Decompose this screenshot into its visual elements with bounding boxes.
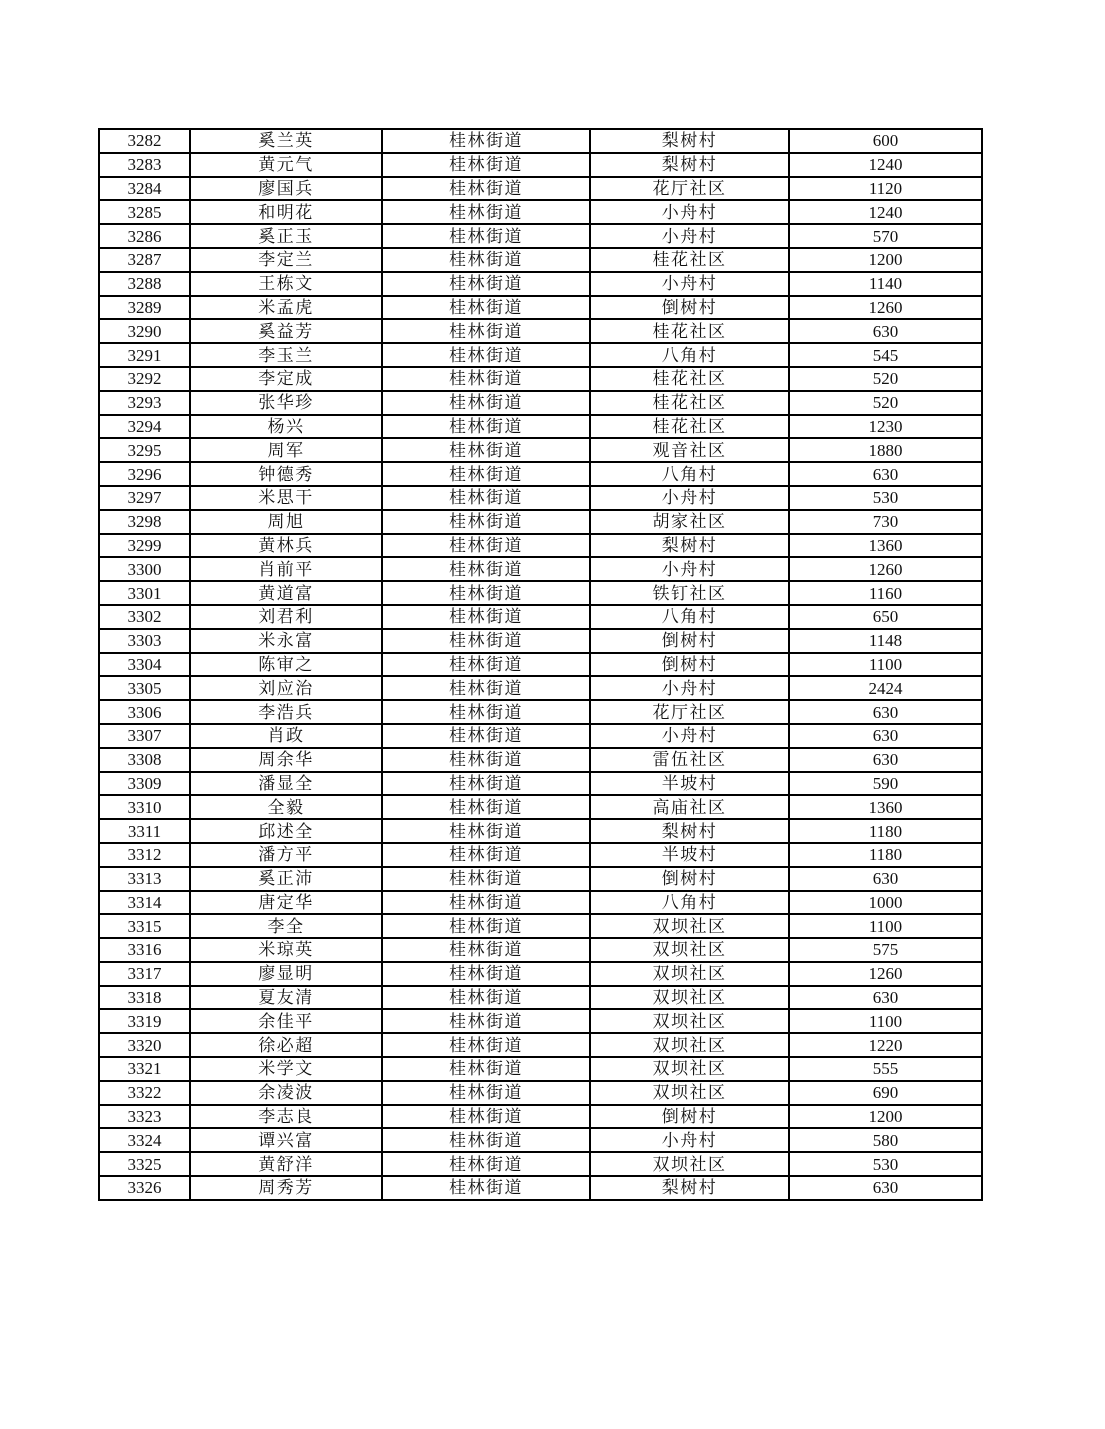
table-row — [99, 891, 982, 915]
cell-person-name: 米学文 — [190, 1057, 382, 1081]
cell-amount: 1200 — [789, 1105, 982, 1129]
cell-person-name: 米琼英 — [190, 938, 382, 962]
cell-village: 双坝社区 — [590, 1152, 789, 1176]
cell-serial-number: 3316 — [99, 938, 190, 962]
cell-person-name: 黄舒洋 — [190, 1152, 382, 1176]
cell-person-name: 肖前平 — [190, 557, 382, 581]
cell-street: 桂林街道 — [382, 700, 590, 724]
cell-amount: 520 — [789, 391, 982, 415]
cell-street: 桂林街道 — [382, 605, 590, 629]
cell-serial-number: 3309 — [99, 772, 190, 796]
cell-person-name: 王栋文 — [190, 272, 382, 296]
cell-person-name: 周秀芳 — [190, 1176, 382, 1200]
table-row — [99, 224, 982, 248]
cell-village: 小舟村 — [590, 557, 789, 581]
cell-street: 桂林街道 — [382, 772, 590, 796]
cell-village: 雷伍社区 — [590, 748, 789, 772]
table-row — [99, 296, 982, 320]
table-row — [99, 1057, 982, 1081]
cell-serial-number: 3303 — [99, 629, 190, 653]
cell-village: 桂花社区 — [590, 415, 789, 439]
cell-village: 八角村 — [590, 891, 789, 915]
cell-village: 梨树村 — [590, 153, 789, 177]
cell-amount: 1880 — [789, 438, 982, 462]
cell-street: 桂林街道 — [382, 724, 590, 748]
cell-serial-number: 3307 — [99, 724, 190, 748]
cell-street: 桂林街道 — [382, 415, 590, 439]
cell-village: 高庙社区 — [590, 795, 789, 819]
cell-person-name: 李志良 — [190, 1105, 382, 1129]
cell-amount: 630 — [789, 462, 982, 486]
cell-serial-number: 3306 — [99, 700, 190, 724]
table-row — [99, 581, 982, 605]
cell-serial-number: 3302 — [99, 605, 190, 629]
cell-person-name: 夏友清 — [190, 986, 382, 1010]
table-row — [99, 914, 982, 938]
cell-serial-number: 3323 — [99, 1105, 190, 1129]
cell-serial-number: 3317 — [99, 962, 190, 986]
cell-village: 小舟村 — [590, 486, 789, 510]
cell-street: 桂林街道 — [382, 510, 590, 534]
cell-amount: 580 — [789, 1128, 982, 1152]
table-row — [99, 557, 982, 581]
cell-amount: 630 — [789, 700, 982, 724]
cell-serial-number: 3320 — [99, 1033, 190, 1057]
cell-amount: 1360 — [789, 795, 982, 819]
cell-village: 花厅社区 — [590, 177, 789, 201]
table-row — [99, 415, 982, 439]
cell-serial-number: 3299 — [99, 534, 190, 558]
table-row — [99, 748, 982, 772]
cell-person-name: 廖显明 — [190, 962, 382, 986]
table-row — [99, 676, 982, 700]
roster-table-body — [99, 129, 982, 1200]
cell-amount: 1260 — [789, 557, 982, 581]
cell-serial-number: 3322 — [99, 1081, 190, 1105]
cell-village: 双坝社区 — [590, 1081, 789, 1105]
cell-village: 双坝社区 — [590, 1057, 789, 1081]
table-row — [99, 486, 982, 510]
cell-village: 倒树村 — [590, 296, 789, 320]
cell-serial-number: 3315 — [99, 914, 190, 938]
cell-village: 桂花社区 — [590, 391, 789, 415]
cell-village: 梨树村 — [590, 534, 789, 558]
cell-serial-number: 3284 — [99, 177, 190, 201]
table-row — [99, 629, 982, 653]
cell-person-name: 肖政 — [190, 724, 382, 748]
cell-serial-number: 3292 — [99, 367, 190, 391]
cell-person-name: 潘方平 — [190, 843, 382, 867]
cell-amount: 1260 — [789, 962, 982, 986]
cell-street: 桂林街道 — [382, 296, 590, 320]
cell-village: 梨树村 — [590, 129, 789, 153]
cell-amount: 570 — [789, 224, 982, 248]
cell-serial-number: 3326 — [99, 1176, 190, 1200]
cell-street: 桂林街道 — [382, 986, 590, 1010]
cell-person-name: 杨兴 — [190, 415, 382, 439]
roster-table — [98, 128, 983, 1201]
table-row — [99, 153, 982, 177]
cell-person-name: 黄元气 — [190, 153, 382, 177]
cell-village: 双坝社区 — [590, 1009, 789, 1033]
cell-person-name: 奚正沛 — [190, 867, 382, 891]
cell-street: 桂林街道 — [382, 653, 590, 677]
cell-amount: 1100 — [789, 653, 982, 677]
cell-person-name: 徐必超 — [190, 1033, 382, 1057]
table-row — [99, 795, 982, 819]
cell-village: 倒树村 — [590, 867, 789, 891]
cell-street: 桂林街道 — [382, 843, 590, 867]
table-row — [99, 438, 982, 462]
cell-serial-number: 3287 — [99, 248, 190, 272]
cell-amount: 530 — [789, 1152, 982, 1176]
cell-serial-number: 3325 — [99, 1152, 190, 1176]
cell-person-name: 奚益芳 — [190, 319, 382, 343]
cell-serial-number: 3313 — [99, 867, 190, 891]
cell-amount: 1200 — [789, 248, 982, 272]
cell-village: 倒树村 — [590, 629, 789, 653]
cell-amount: 1360 — [789, 534, 982, 558]
cell-amount: 730 — [789, 510, 982, 534]
table-row — [99, 1128, 982, 1152]
cell-person-name: 邱述全 — [190, 819, 382, 843]
cell-street: 桂林街道 — [382, 819, 590, 843]
cell-village: 八角村 — [590, 462, 789, 486]
cell-village: 桂花社区 — [590, 367, 789, 391]
cell-street: 桂林街道 — [382, 629, 590, 653]
cell-amount: 630 — [789, 724, 982, 748]
cell-village: 双坝社区 — [590, 962, 789, 986]
cell-serial-number: 3296 — [99, 462, 190, 486]
cell-serial-number: 3300 — [99, 557, 190, 581]
cell-amount: 630 — [789, 748, 982, 772]
cell-person-name: 潘显全 — [190, 772, 382, 796]
table-row — [99, 200, 982, 224]
cell-serial-number: 3298 — [99, 510, 190, 534]
cell-amount: 1100 — [789, 1009, 982, 1033]
cell-serial-number: 3288 — [99, 272, 190, 296]
cell-person-name: 谭兴富 — [190, 1128, 382, 1152]
cell-person-name: 黄林兵 — [190, 534, 382, 558]
cell-amount: 600 — [789, 129, 982, 153]
cell-serial-number: 3286 — [99, 224, 190, 248]
cell-street: 桂林街道 — [382, 391, 590, 415]
cell-amount: 1260 — [789, 296, 982, 320]
cell-person-name: 唐定华 — [190, 891, 382, 915]
cell-street: 桂林街道 — [382, 1009, 590, 1033]
cell-serial-number: 3297 — [99, 486, 190, 510]
cell-amount: 630 — [789, 986, 982, 1010]
cell-amount: 630 — [789, 867, 982, 891]
table-row — [99, 605, 982, 629]
cell-amount: 1180 — [789, 843, 982, 867]
cell-amount: 1180 — [789, 819, 982, 843]
table-row — [99, 772, 982, 796]
cell-serial-number: 3308 — [99, 748, 190, 772]
cell-street: 桂林街道 — [382, 557, 590, 581]
cell-person-name: 李玉兰 — [190, 343, 382, 367]
cell-person-name: 和明花 — [190, 200, 382, 224]
table-row — [99, 724, 982, 748]
cell-person-name: 周余华 — [190, 748, 382, 772]
cell-amount: 1240 — [789, 153, 982, 177]
cell-street: 桂林街道 — [382, 891, 590, 915]
cell-village: 半坡村 — [590, 772, 789, 796]
table-row — [99, 129, 982, 153]
cell-person-name: 周旭 — [190, 510, 382, 534]
cell-village: 双坝社区 — [590, 1033, 789, 1057]
table-row — [99, 1033, 982, 1057]
cell-amount: 1240 — [789, 200, 982, 224]
cell-street: 桂林街道 — [382, 581, 590, 605]
table-row — [99, 938, 982, 962]
cell-serial-number: 3290 — [99, 319, 190, 343]
cell-person-name: 余凌波 — [190, 1081, 382, 1105]
cell-serial-number: 3321 — [99, 1057, 190, 1081]
cell-serial-number: 3314 — [99, 891, 190, 915]
cell-village: 铁钉社区 — [590, 581, 789, 605]
cell-amount: 1100 — [789, 914, 982, 938]
cell-village: 梨树村 — [590, 1176, 789, 1200]
cell-street: 桂林街道 — [382, 462, 590, 486]
cell-serial-number: 3301 — [99, 581, 190, 605]
table-row — [99, 1176, 982, 1200]
cell-village: 小舟村 — [590, 272, 789, 296]
table-row — [99, 319, 982, 343]
table-row — [99, 510, 982, 534]
cell-village: 观音社区 — [590, 438, 789, 462]
cell-street: 桂林街道 — [382, 1081, 590, 1105]
cell-street: 桂林街道 — [382, 1105, 590, 1129]
table-row — [99, 700, 982, 724]
cell-amount: 530 — [789, 486, 982, 510]
cell-village: 倒树村 — [590, 653, 789, 677]
cell-person-name: 全毅 — [190, 795, 382, 819]
cell-serial-number: 3319 — [99, 1009, 190, 1033]
cell-person-name: 张华珍 — [190, 391, 382, 415]
cell-street: 桂林街道 — [382, 1033, 590, 1057]
table-row — [99, 867, 982, 891]
cell-village: 梨树村 — [590, 819, 789, 843]
cell-amount: 650 — [789, 605, 982, 629]
cell-street: 桂林街道 — [382, 438, 590, 462]
cell-village: 八角村 — [590, 343, 789, 367]
table-row — [99, 1081, 982, 1105]
table-row — [99, 534, 982, 558]
cell-village: 桂花社区 — [590, 319, 789, 343]
cell-street: 桂林街道 — [382, 1057, 590, 1081]
cell-amount: 1220 — [789, 1033, 982, 1057]
cell-serial-number: 3293 — [99, 391, 190, 415]
cell-village: 倒树村 — [590, 1105, 789, 1129]
cell-street: 桂林街道 — [382, 224, 590, 248]
cell-street: 桂林街道 — [382, 272, 590, 296]
cell-amount: 555 — [789, 1057, 982, 1081]
cell-street: 桂林街道 — [382, 938, 590, 962]
cell-amount: 1160 — [789, 581, 982, 605]
cell-person-name: 刘应治 — [190, 676, 382, 700]
cell-serial-number: 3318 — [99, 986, 190, 1010]
cell-amount: 1148 — [789, 629, 982, 653]
cell-person-name: 李定兰 — [190, 248, 382, 272]
cell-amount: 690 — [789, 1081, 982, 1105]
cell-amount: 1140 — [789, 272, 982, 296]
table-row — [99, 843, 982, 867]
cell-village: 小舟村 — [590, 724, 789, 748]
cell-amount: 520 — [789, 367, 982, 391]
cell-village: 小舟村 — [590, 200, 789, 224]
cell-serial-number: 3291 — [99, 343, 190, 367]
cell-serial-number: 3283 — [99, 153, 190, 177]
cell-street: 桂林街道 — [382, 795, 590, 819]
cell-serial-number: 3294 — [99, 415, 190, 439]
cell-village: 双坝社区 — [590, 938, 789, 962]
cell-person-name: 李定成 — [190, 367, 382, 391]
cell-person-name: 黄道富 — [190, 581, 382, 605]
cell-street: 桂林街道 — [382, 129, 590, 153]
cell-street: 桂林街道 — [382, 200, 590, 224]
cell-village: 小舟村 — [590, 676, 789, 700]
table-row — [99, 986, 982, 1010]
cell-street: 桂林街道 — [382, 748, 590, 772]
cell-serial-number: 3311 — [99, 819, 190, 843]
cell-serial-number: 3282 — [99, 129, 190, 153]
cell-serial-number: 3295 — [99, 438, 190, 462]
cell-amount: 590 — [789, 772, 982, 796]
cell-amount: 575 — [789, 938, 982, 962]
cell-person-name: 米思干 — [190, 486, 382, 510]
cell-street: 桂林街道 — [382, 1128, 590, 1152]
cell-street: 桂林街道 — [382, 248, 590, 272]
cell-village: 小舟村 — [590, 1128, 789, 1152]
cell-village: 胡家社区 — [590, 510, 789, 534]
table-row — [99, 1152, 982, 1176]
cell-village: 桂花社区 — [590, 248, 789, 272]
cell-amount: 2424 — [789, 676, 982, 700]
cell-person-name: 钟德秀 — [190, 462, 382, 486]
cell-amount: 545 — [789, 343, 982, 367]
cell-street: 桂林街道 — [382, 962, 590, 986]
cell-serial-number: 3305 — [99, 676, 190, 700]
cell-street: 桂林街道 — [382, 343, 590, 367]
cell-street: 桂林街道 — [382, 534, 590, 558]
cell-person-name: 李浩兵 — [190, 700, 382, 724]
cell-serial-number: 3312 — [99, 843, 190, 867]
cell-person-name: 陈审之 — [190, 653, 382, 677]
cell-person-name: 米永富 — [190, 629, 382, 653]
cell-amount: 1120 — [789, 177, 982, 201]
cell-person-name: 米孟虎 — [190, 296, 382, 320]
cell-person-name: 奚正玉 — [190, 224, 382, 248]
cell-amount: 1230 — [789, 415, 982, 439]
cell-person-name: 周军 — [190, 438, 382, 462]
cell-serial-number: 3285 — [99, 200, 190, 224]
cell-serial-number: 3310 — [99, 795, 190, 819]
cell-street: 桂林街道 — [382, 1152, 590, 1176]
table-row — [99, 462, 982, 486]
cell-person-name: 余佳平 — [190, 1009, 382, 1033]
table-row — [99, 819, 982, 843]
cell-person-name: 李全 — [190, 914, 382, 938]
cell-person-name: 刘君利 — [190, 605, 382, 629]
cell-street: 桂林街道 — [382, 486, 590, 510]
cell-amount: 630 — [789, 319, 982, 343]
cell-person-name: 奚兰英 — [190, 129, 382, 153]
cell-street: 桂林街道 — [382, 1176, 590, 1200]
cell-village: 花厅社区 — [590, 700, 789, 724]
cell-village: 双坝社区 — [590, 986, 789, 1010]
cell-street: 桂林街道 — [382, 367, 590, 391]
cell-amount: 630 — [789, 1176, 982, 1200]
cell-village: 半坡村 — [590, 843, 789, 867]
cell-person-name: 廖国兵 — [190, 177, 382, 201]
cell-street: 桂林街道 — [382, 914, 590, 938]
table-row — [99, 177, 982, 201]
cell-street: 桂林街道 — [382, 319, 590, 343]
cell-village: 八角村 — [590, 605, 789, 629]
table-row — [99, 248, 982, 272]
cell-serial-number: 3324 — [99, 1128, 190, 1152]
table-row — [99, 343, 982, 367]
cell-street: 桂林街道 — [382, 153, 590, 177]
cell-street: 桂林街道 — [382, 867, 590, 891]
table-row — [99, 391, 982, 415]
table-row — [99, 367, 982, 391]
cell-village: 双坝社区 — [590, 914, 789, 938]
table-row — [99, 962, 982, 986]
cell-amount: 1000 — [789, 891, 982, 915]
table-row — [99, 1009, 982, 1033]
cell-village: 小舟村 — [590, 224, 789, 248]
table-row — [99, 1105, 982, 1129]
cell-street: 桂林街道 — [382, 676, 590, 700]
table-row — [99, 653, 982, 677]
cell-serial-number: 3289 — [99, 296, 190, 320]
table-row — [99, 272, 982, 296]
cell-street: 桂林街道 — [382, 177, 590, 201]
cell-serial-number: 3304 — [99, 653, 190, 677]
